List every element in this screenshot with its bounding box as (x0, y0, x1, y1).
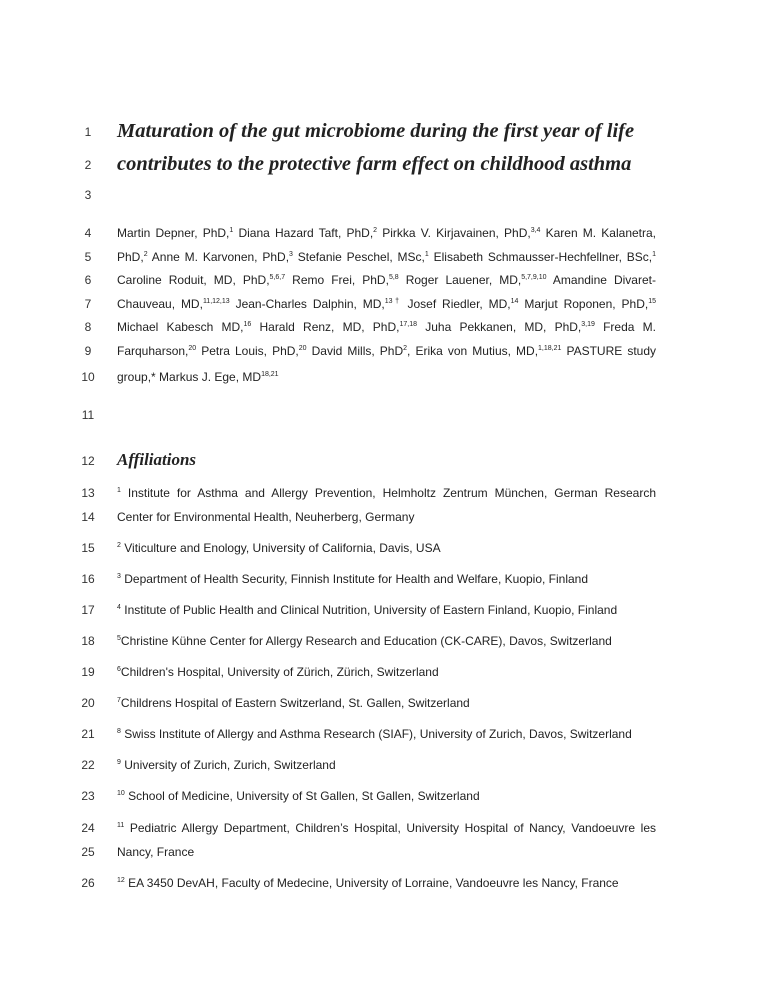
affiliation-item: $^1$ Institute for Asthma and Allergy Prevention, Helmholtz Zentrum München, German Research (117, 486, 656, 500)
line-number: 18 (81, 634, 95, 648)
line-number: 17 (81, 603, 95, 617)
line-number: 6 (84, 273, 92, 287)
line-number: 12 (81, 454, 95, 468)
line-number: 24 (81, 821, 95, 835)
line-number: 20 (81, 696, 95, 710)
author-line: Farquharson,$^{20}$ Petra Louis, PhD,$^{20}$ David Mills, PhD$^2$, Erika von Mutius, MD,$^{1,18,21}$ PASTURE study (117, 344, 657, 358)
affiliation-item: $^{12}$ EA 3450 DevAH, Faculty of Medecine, University of Lorraine, Vandoeuvre les Nancy, France (117, 876, 619, 890)
author-line: group,* Markus J. Ege, MD$^{18,21}$ (117, 370, 279, 384)
line-number: 23 (81, 789, 95, 803)
affiliation-item: $^4$ Institute of Public Health and Clinical Nutrition, University of Eastern Finland, Kuopio, Finland (117, 603, 618, 617)
author-line: Chauveau, MD,$^{11,12,13}$ Jean-Charles Dalphin, MD,$^{13\dagger}$ Josef Riedler, MD,$^{14}$ Marjut Roponen, PhD,$^{15}$ (117, 297, 656, 311)
line-number: 2 (84, 158, 92, 172)
paper-title-line-2: contributes to the protective farm effect on childhood asthma (117, 153, 632, 175)
line-number: 4 (84, 226, 92, 240)
affiliation-item: $^9$ University of Zurich, Zurich, Switzerland (117, 758, 336, 772)
affiliation-item-continued: Center for Environmental Health, Neuherberg, Germany (117, 510, 415, 524)
line-number: 3 (84, 188, 92, 202)
paper-title-line-1: Maturation of the gut microbiome during the first year of life (117, 120, 635, 142)
author-line: PhD,$^2$ Anne M. Karvonen, PhD,$^3$ Stefanie Peschel, MSc,$^1$ Elisabeth Schmausser-Hechfellner, BSc,$^1$ (117, 250, 656, 264)
affiliation-item: $^{11}$ Pediatric Allergy Department, Children’s Hospital, University Hospital of Nancy, Vandoeuvre les (117, 821, 656, 835)
line-number: 11 (81, 408, 95, 422)
author-line: Caroline Roduit, MD, PhD,$^{5,6,7}$ Remo Frei, PhD,$^{5,8}$ Roger Lauener, MD,$^{5,7,9,10}$ Amandine Divaret- (117, 273, 656, 287)
author-line: Michael Kabesch MD,$^{16}$ Harald Renz, MD, PhD,$^{17,18}$ Juha Pekkanen, MD, PhD,$^{3,19}$ Freda M. (117, 320, 656, 334)
affiliation-item: $^3$ Department of Health Security, Finnish Institute for Health and Welfare, Kuopio, Finland (117, 572, 589, 586)
line-number: 1 (84, 125, 92, 139)
line-number: 19 (81, 665, 95, 679)
line-number: 15 (81, 541, 95, 555)
affiliations-heading: Affiliations (117, 450, 197, 469)
affiliation-item: $^8$ Swiss Institute of Allergy and Asthma Research (SIAF), University of Zurich, Davos, Switzerland (117, 727, 632, 741)
line-number: 22 (81, 758, 95, 772)
line-number: 16 (81, 572, 95, 586)
line-number: 7 (84, 297, 92, 311)
line-number: 10 (81, 370, 95, 384)
line-number: 9 (84, 344, 92, 358)
line-number: 25 (81, 845, 95, 859)
line-number: 21 (81, 727, 95, 741)
affiliation-item: $^6$Children's Hospital, University of Zürich, Zürich, Switzerland (117, 665, 439, 679)
line-number: 5 (84, 250, 92, 264)
line-number: 8 (84, 320, 92, 334)
affiliation-item: $^{10}$ School of Medicine, University of St Gallen, St Gallen, Switzerland (117, 789, 480, 803)
author-line: Martin Depner, PhD,$^1$ Diana Hazard Taft, PhD,$^2$ Pirkka V. Kirjavainen, PhD,$^{3,4}$ Karen M. Kalanetra, (117, 226, 657, 240)
affiliation-item: $^5$Christine Kühne Center for Allergy Research and Education (CK-CARE), Davos, Switzerland (117, 634, 612, 648)
affiliation-item: $^2$ Viticulture and Enology, University of California, Davis, USA (117, 541, 441, 555)
line-number: 14 (81, 510, 95, 524)
affiliation-item-continued: Nancy, France (117, 845, 195, 859)
affiliation-item: $^7$Childrens Hospital of Eastern Switzerland, St. Gallen, Switzerland (117, 696, 470, 710)
line-number: 26 (81, 876, 95, 890)
line-number: 13 (81, 486, 95, 500)
